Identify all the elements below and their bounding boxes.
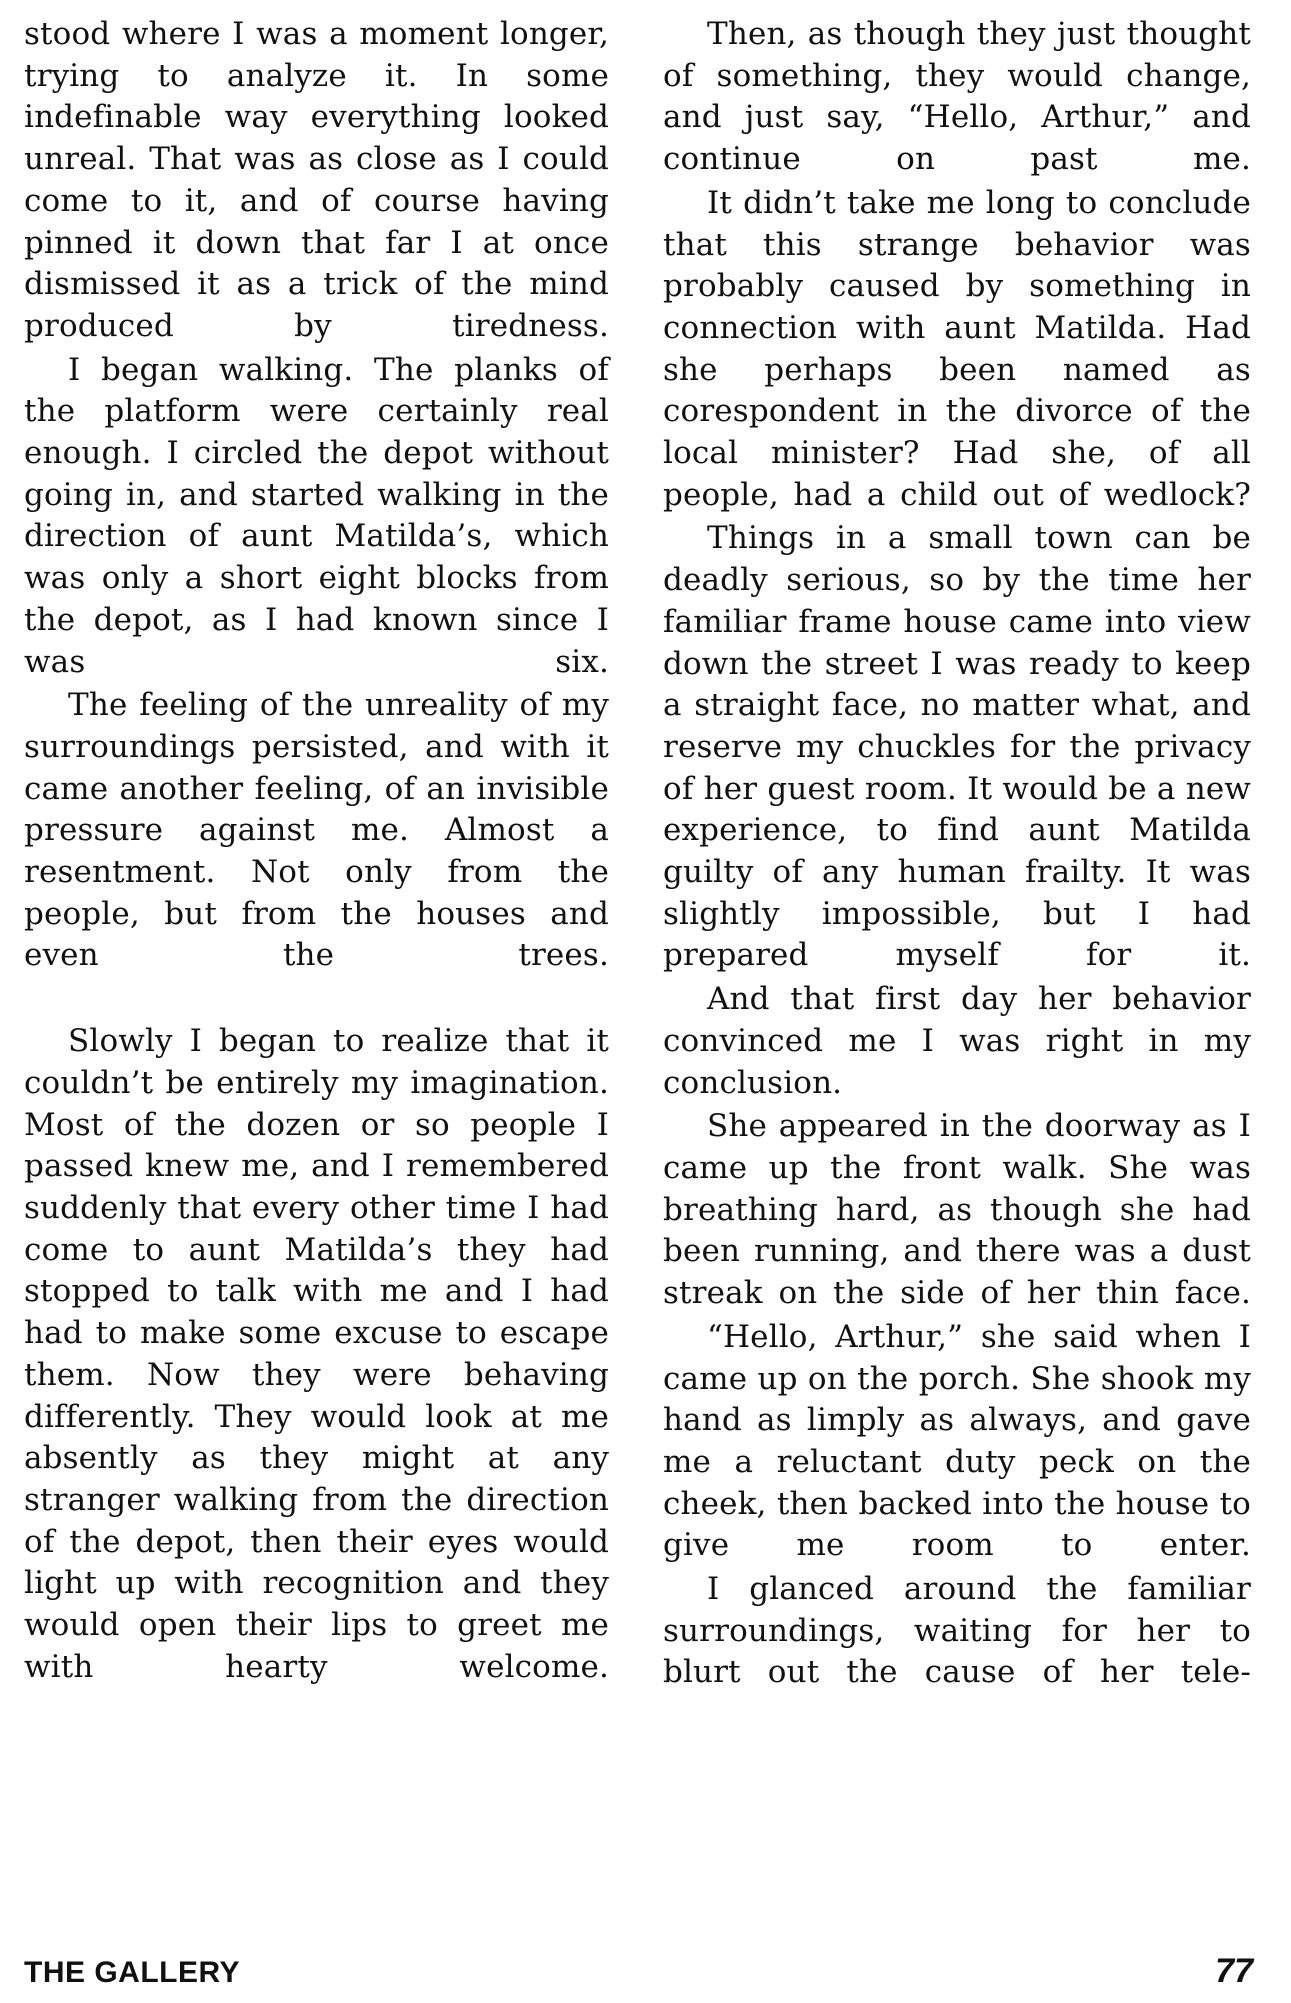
paragraph: Slowly I began to realize that it couldn’t be entirely my imagination. Most of the dozen or so people I passed knew me, and I remembered suddenly that every other time I had come to aunt Matilda’s they had stopped to talk with me and I had had to make some excuse to escape them. Now they were behaving differently. They would look at me absently as they might at any stranger walking from the direction of the depot, then their eyes would light up with recognition and they would open their lips to greet me with hearty welcome. xyxy=(24,1023,609,1685)
paragraph: It didn’t take me long to conclude that this strange behavior was probably caused by something in connection with aunt Matilda. Had she perhaps been named as corespondent in the divorce of the local minister? Had she, of all people, had a child out of wedlock? xyxy=(663,184,1251,513)
paragraph: Things in a small town can be deadly serious, so by the time her familiar frame house came into view down the street I was ready to keep a straight face, no matter what, and reserve my chuckles for the privacy of her guest room. It would be a new experience, to find aunt Matilda guilty of any human frailty. It was slightly impossible, but I had prepared myself for it. xyxy=(663,520,1251,974)
page-number: 77 xyxy=(1215,1952,1253,1990)
paragraph: And that first day her behavior convinced me I was right in my conclusion. xyxy=(663,981,1251,1101)
paragraph: stood where I was a moment longer, trying to analyze it. In some indefinable way everything looked unreal. That was as close as I could come to it, and of course having pinned it down that far I at once dismissed it as a trick of the mind produced by tiredness. xyxy=(24,16,609,344)
paragraph: I glanced around the familiar surroundings, waiting for her to blurt out the cause of her tele- xyxy=(663,1571,1251,1691)
magazine-title-footer: THE GALLERY xyxy=(24,1956,241,1989)
paragraph: The feeling of the unreality of my surroundings persisted, and with it came another feeling, of an invisible pressure against me. Almost a resentment. Not only from the people, but from the houses and even the trees. xyxy=(24,687,609,974)
left-column xyxy=(24,14,609,1690)
paragraph: I began walking. The planks of the platform were certainly real enough. I circled the depot without going in, and started walking in the direction of aunt Matilda’s, which was only a short eight blocks from the depot, as I had known since I was six. xyxy=(24,351,609,680)
paragraph: Then, as though they just thought of something, they would change, and just say, “Hello, Arthur,” and continue on past me. xyxy=(663,16,1251,178)
paragraph: She appeared in the doorway as I came up the front walk. She was breathing hard, as though she had been running, and there was a dust streak on the side of her thin face. xyxy=(663,1108,1251,1312)
paragraph: “Hello, Arthur,” she said when I came up on the porch. She shook my hand as limply as always, and gave me a reluctant duty peck on the cheek, then backed into the house to give me room to enter. xyxy=(663,1318,1251,1564)
right-column xyxy=(663,14,1251,1696)
